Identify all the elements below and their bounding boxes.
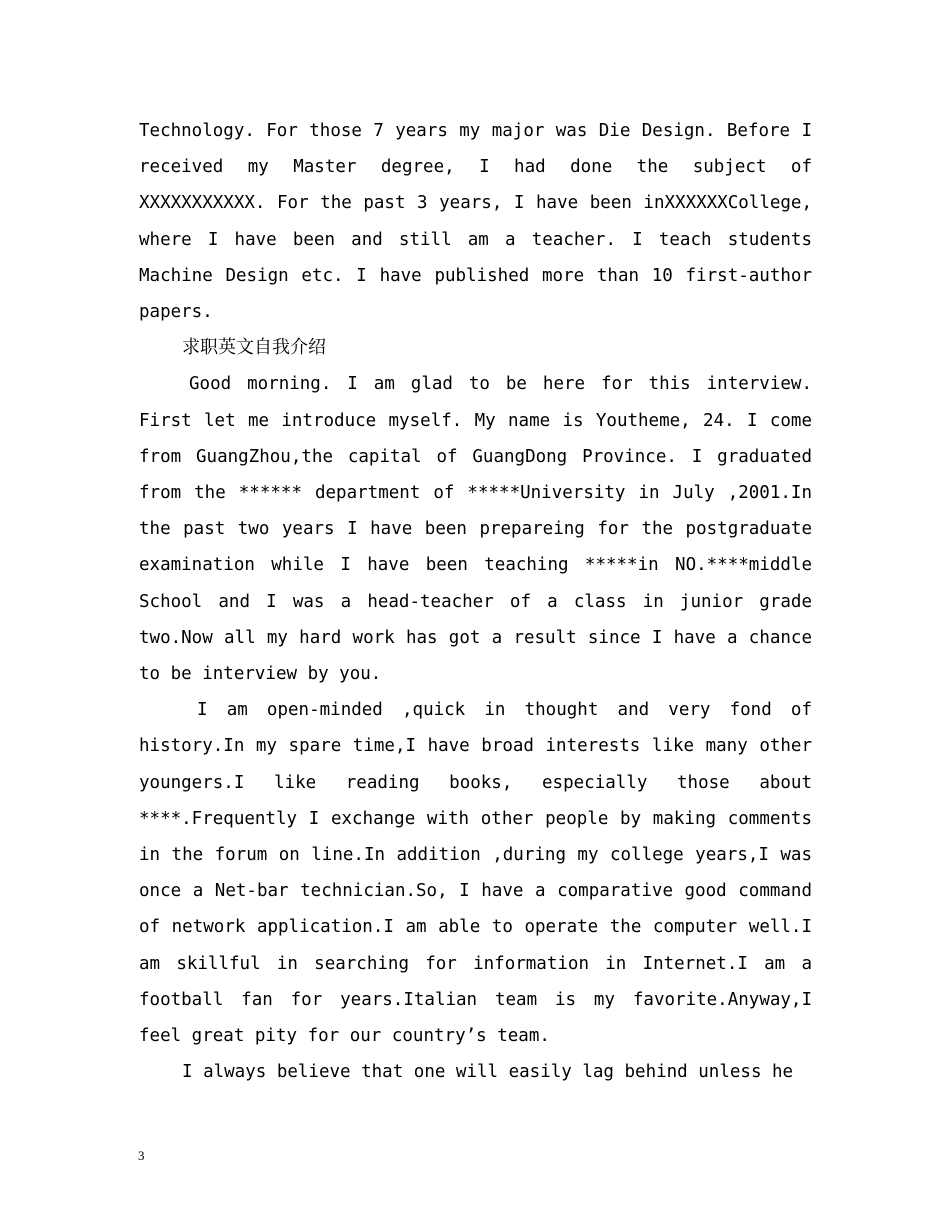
- paragraph-introduction: Good morning. I am glad to be here for this interview. First let me introduce myself. My name is Youtheme, 24. I come from GuangZhou,the capital of GuangDong Province. I graduated from the ****** department of *****University in July ,2001.In the past two years I have been prepareing for the postgraduate examination while I have been teaching *****in NO.****middle School and I was a head-teacher of a class in junior grade two.Now all my hard work has got a result since I have a chance to be interview by you.: [139, 374, 812, 685]
- page-number: 3: [138, 1148, 145, 1163]
- paragraph-personality: I am open-minded ,quick in thought and very fond of history.In my spare time,I have broad interests like many other youngers.I like reading books, especially those about ****.Frequently I exchange with other people by making comments in the forum on line.In addition ,during my college years,I was once a Net-bar technician.So, I have a comparative good command of network application.I am able to operate the computer well.I am skillful in searching for information in Internet.I am a football fan for years.Italian team is my favorite.Anyway,I feel great pity for our country’s team.: [139, 700, 812, 1047]
- paragraph-continued: Technology. For those 7 years my major was Die Design. Before I received my Master degree, I had done the subject of XXXXXXXXXXX. For the past 3 years, I have been inXXXXXXCollege, where I have been and still am a teacher. I teach students Machine Design etc. I have published more than 10 first-author papers.: [139, 121, 812, 323]
- paragraph-belief: I always believe that one will easily lag behind unless he: [182, 1062, 794, 1083]
- section-heading: 求职英文自我介绍: [182, 337, 326, 359]
- document-body: [139, 113, 812, 1090]
